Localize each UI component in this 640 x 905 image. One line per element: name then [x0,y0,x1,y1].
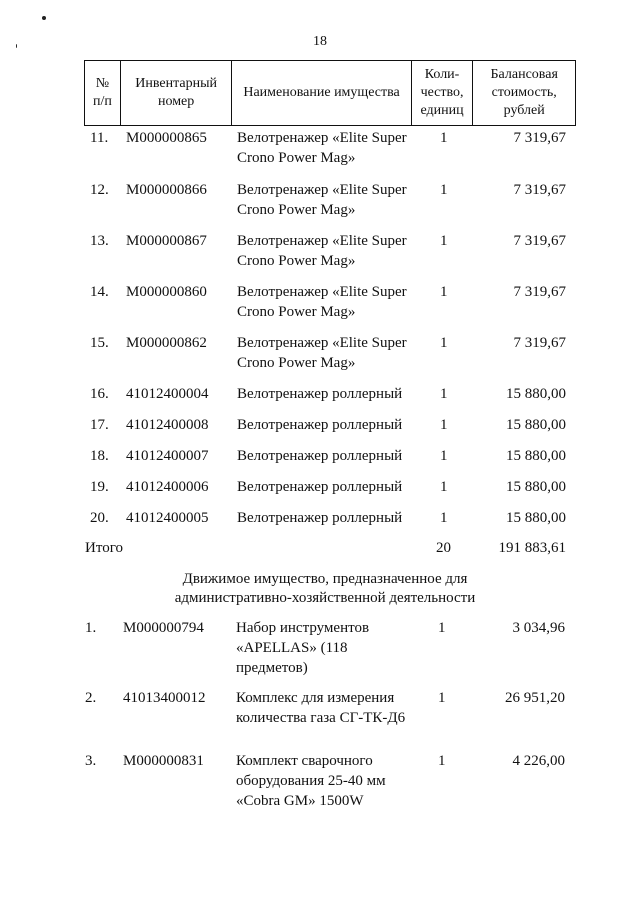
header-inventory: Инвентарный номер [121,61,233,125]
row-num: 18. [90,448,109,464]
row-inventory: М000000865 [126,130,207,146]
row-qty: 1 [440,130,448,146]
row-num: 1. [85,620,97,636]
row-cost: 7 319,67 [513,130,566,146]
row-cost: 7 319,67 [513,233,566,249]
row-name: Велотренажер «Elite Super Crono Power Mag» [237,284,407,320]
row-num: 17. [90,417,109,433]
row-inventory: М000000794 [123,620,204,636]
row-cost: 7 319,67 [513,182,566,198]
row-num: 15. [90,335,109,351]
row-cost: 3 034,96 [512,620,565,636]
row-name: Велотренажер роллерный [237,417,403,433]
total-qty: 20 [436,540,451,556]
row-num: 11. [90,130,109,146]
row-qty: 1 [438,753,446,769]
row-name: Велотренажер роллерный [237,448,403,464]
row-qty: 1 [440,510,448,526]
row-qty: 1 [438,620,446,636]
row-qty: 1 [440,479,448,495]
row-inventory: М000000860 [126,284,207,300]
total-cost: 191 883,61 [498,540,566,556]
row-name: Набор инструментов «APELLAS» (118 предметов) [236,620,370,676]
row-qty: 1 [438,690,446,706]
row-qty: 1 [440,448,448,464]
row-cost: 15 880,00 [506,510,566,526]
row-inventory: М000000862 [126,335,207,351]
row-num: 19. [90,479,109,495]
row-cost: 15 880,00 [506,479,566,495]
row-cost: 15 880,00 [506,417,566,433]
row-inventory: 41013400012 [123,690,206,706]
header-num: № п/п [85,61,121,125]
table-header [84,60,576,126]
row-name: Велотренажер роллерный [237,386,403,402]
row-name: Велотренажер «Elite Super Crono Power Mag» [237,233,407,269]
row-num: 3. [85,753,97,769]
row-inventory: 41012400006 [126,479,209,495]
row-inventory: 41012400007 [126,448,209,464]
row-qty: 1 [440,182,448,198]
row-name: Велотренажер «Elite Super Crono Power Mag» [237,182,407,218]
row-num: 13. [90,233,109,249]
row-name: Велотренажер роллерный [237,479,403,495]
row-num: 20. [90,510,109,526]
row-cost: 7 319,67 [513,335,566,351]
row-inventory: М000000866 [126,182,207,198]
scan-speck [42,16,46,20]
row-name: Велотренажер «Elite Super Crono Power Mag» [237,130,407,166]
row-name: Комплекс для измерения количества газа СГ-ТК-Д6 [236,690,406,726]
row-cost: 15 880,00 [506,386,566,402]
row-qty: 1 [440,284,448,300]
row-qty: 1 [440,233,448,249]
header-cost: Балансовая стоимость, рублей [490,67,558,118]
row-cost: 15 880,00 [506,448,566,464]
row-num: 12. [90,182,109,198]
row-qty: 1 [440,386,448,402]
row-num: 14. [90,284,109,300]
row-inventory: М000000867 [126,233,207,249]
row-name: Велотренажер «Elite Super Crono Power Mag» [237,335,407,371]
row-qty: 1 [440,417,448,433]
section-title: Движимое имущество, предназначенное для административно-хозяйственной деятельности [174,571,476,606]
row-name: Комплект сварочного оборудования 25-40 мм «Cobra GM» 1500W [236,753,386,809]
row-cost: 4 226,00 [512,753,565,769]
header-qty: Коли- чество, единиц [412,61,474,125]
row-inventory: 41012400004 [126,386,209,402]
total-label: Итого [85,540,123,556]
row-inventory: М000000831 [123,753,204,769]
row-name: Велотренажер роллерный [237,510,403,526]
row-qty: 1 [440,335,448,351]
row-num: 2. [85,690,97,706]
row-inventory: 41012400008 [126,417,209,433]
row-cost: 26 951,20 [505,690,565,706]
page-number: 18 [313,34,327,49]
row-num: 16. [90,386,109,402]
row-cost: 7 319,67 [513,284,566,300]
header-name: Наименование имущества [232,61,411,125]
row-inventory: 41012400005 [126,510,209,526]
